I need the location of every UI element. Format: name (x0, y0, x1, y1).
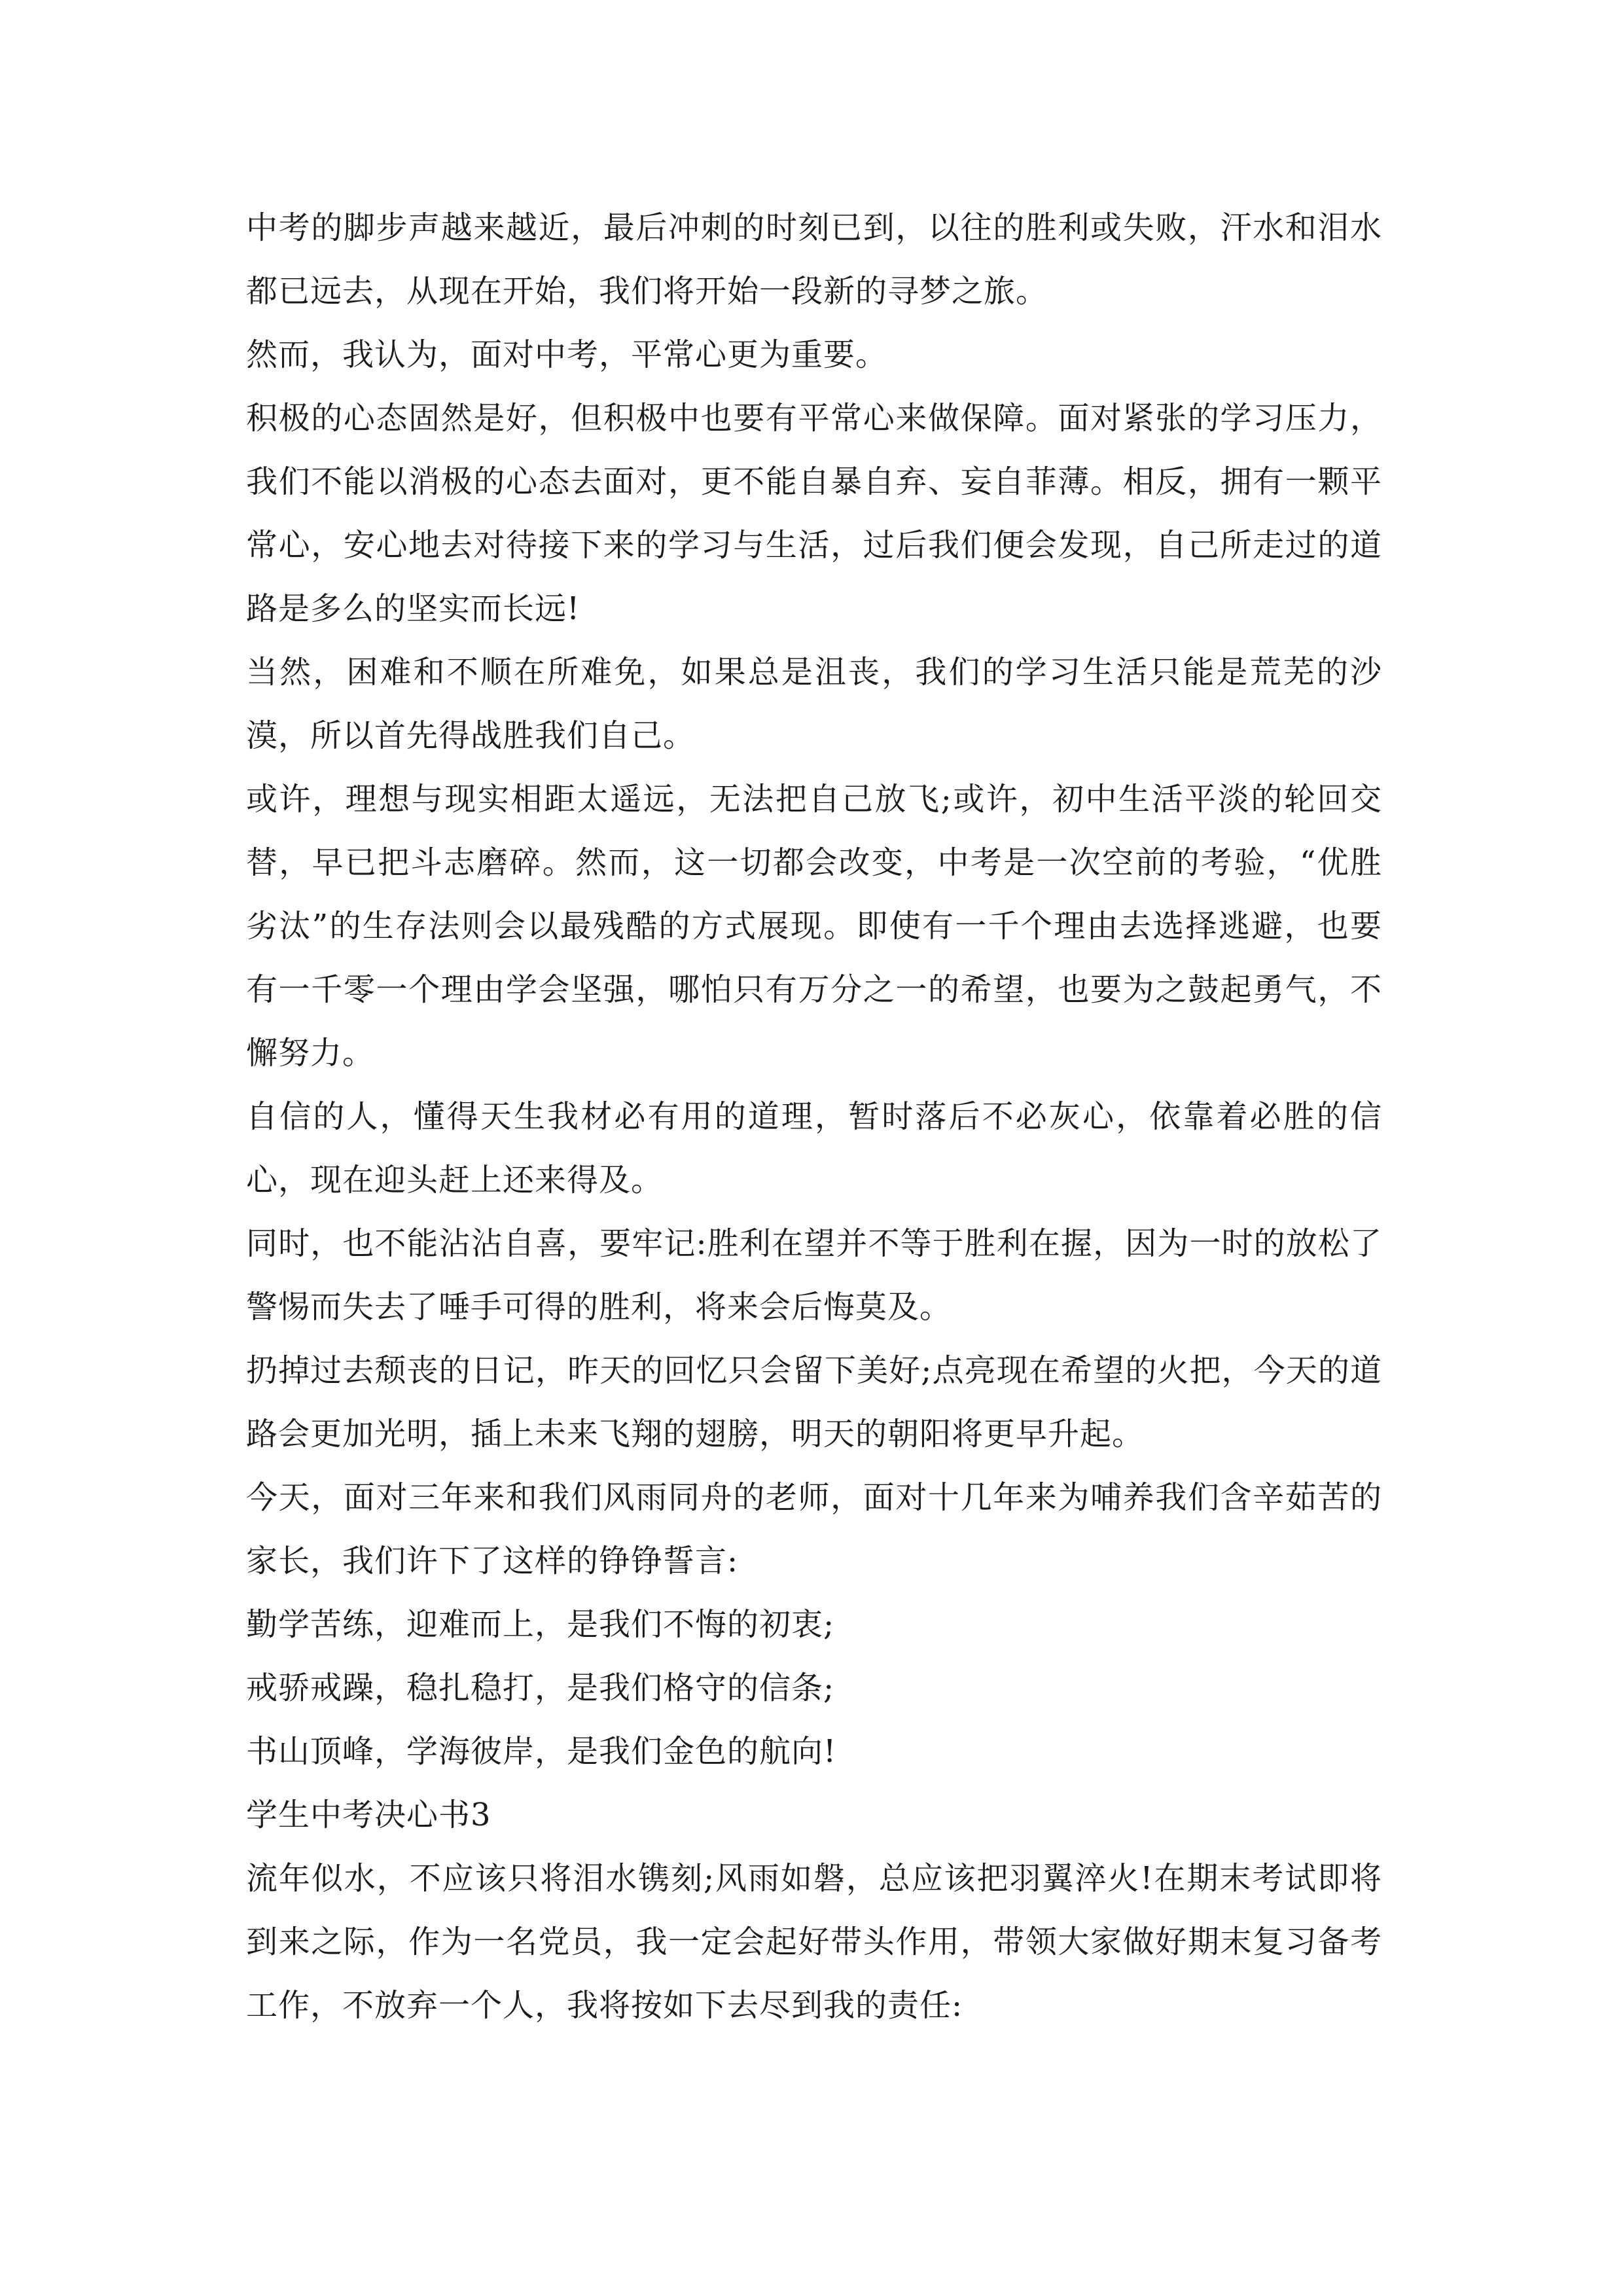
paragraph: 同时，也不能沾沾自喜，要牢记:胜利在望并不等于胜利在握，因为一时的放松了警惕而失去了唾手可得的胜利，将来会后悔莫及。 (246, 1225, 1382, 1325)
pledge-line: 戒骄戒躁，稳扎稳打，是我们格守的信条; (246, 1670, 835, 1706)
paragraph: 中考的脚步声越来越近，最后冲刺的时刻已到，以往的胜利或失败，汗水和泪水都已远去，从现在开始，我们将开始一段新的寻梦之旅。 (246, 209, 1382, 310)
document-body (246, 196, 1382, 2037)
paragraph: 当然，困难和不顺在所难免，如果总是沮丧，我们的学习生活只能是荒芜的沙漠，所以首先得战胜我们自己。 (246, 654, 1382, 754)
paragraph: 扔掉过去颓丧的日记，昨天的回忆只会留下美好;点亮现在希望的火把，今天的道路会更加光明，插上未来飞翔的翅膀，明天的朝阳将更早升起。 (246, 1352, 1382, 1452)
pledge-line: 勤学苦练，迎难而上，是我们不悔的初衷; (246, 1606, 835, 1643)
paragraph: 积极的心态固然是好，但积极中也要有平常心来做保障。面对紧张的学习压力，我们不能以消极的心态去面对，更不能自暴自弃、妄自菲薄。相反，拥有一颗平常心，安心地去对待接下来的学习与生活，过后我们便会发现，自己所走过的道路是多么的坚实而长远! (246, 400, 1382, 627)
pledge-line: 书山顶峰，学海彼岸，是我们金色的航向! (246, 1733, 837, 1770)
paragraph: 自信的人，懂得天生我材必有用的道理，暂时落后不必灰心，依靠着必胜的信心，现在迎头赶上还来得及。 (246, 1098, 1382, 1198)
paragraph: 流年似水，不应该只将泪水镌刻;风雨如磐，总应该把羽翼淬火!在期末考试即将到来之际，作为一名党员，我一定会起好带头作用，带领大家做好期末复习备考工作，不放弃一个人，我将按如下去尽到我的责任: (246, 1860, 1382, 2024)
section-heading: 学生中考决心书3 (246, 1797, 491, 1833)
paragraph: 或许，理想与现实相距太遥远，无法把自己放飞;或许，初中生活平淡的轮回交替，早已把斗志磨碎。然而，这一切都会改变，中考是一次空前的考验，“优胜劣汰”的生存法则会以最残酷的方式展现。即使有一千个理由去选择逃避，也要有一千零一个理由学会坚强，哪怕只有万分之一的希望，也要为之鼓起勇气，不懈努力。 (246, 781, 1382, 1071)
paragraph: 然而，我认为，面对中考，平常心更为重要。 (246, 336, 888, 373)
paragraph: 今天，面对三年来和我们风雨同舟的老师，面对十几年来为哺养我们含辛茹苦的家长，我们许下了这样的铮铮誓言: (246, 1479, 1382, 1579)
